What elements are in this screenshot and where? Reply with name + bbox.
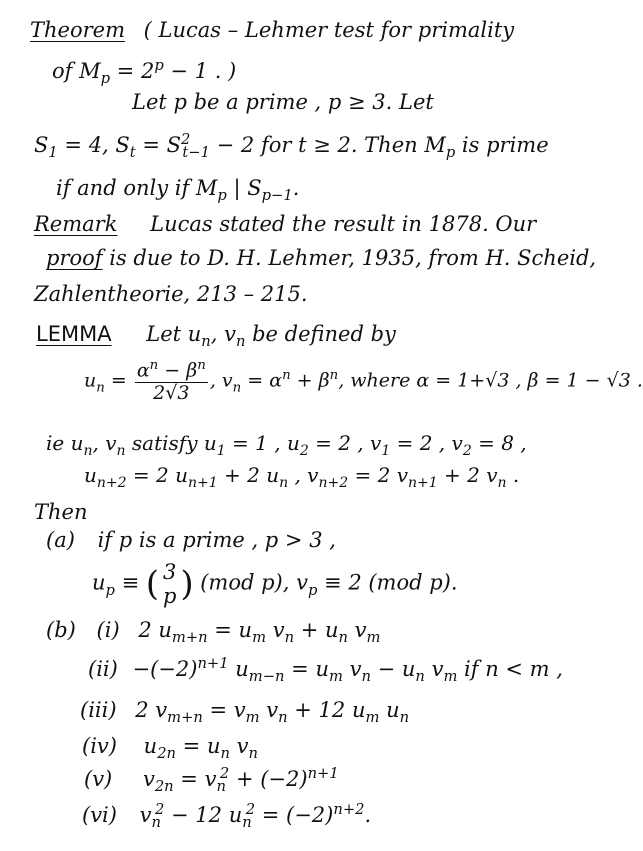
lemma-ie-line: ie $u_n$, $v_n$ satisfy $u_1 = 1$ , $u_2 = 2$ , $v_1 = 2$ , $v_2 = 8$ ,	[46, 431, 527, 459]
lemma-heading: LEMMA	[36, 322, 112, 346]
remark-line-1: Remark Lucas stated the result in 1878. Our	[34, 212, 537, 236]
lemma-definitions: $u_n$ = $\frac{\alpha^n - \beta^n}{2√3}$ , $v_n = \alpha^n + \beta^n$, where α = 1+√3 , β = 1 − √3 .	[84, 358, 643, 405]
lemma-part-b-i: (b) (i) 2 $u_{m+n} = u_m$ $v_n + u_n$ $v_m$	[46, 618, 381, 647]
theorem-line-3: if and only if $M_p$ | $S_{p-1}$.	[56, 176, 300, 205]
u-definition-fraction: $\frac{\alpha^n - \beta^n}{2√3}$	[136, 358, 206, 405]
legendre-symbol: 3 p	[163, 560, 177, 609]
lemma-part-b-v: (v) $v_{2n} = v_n^2 + (-2)^{n+1}$	[84, 765, 339, 796]
theorem-heading: Theorem	[30, 18, 125, 42]
theorem-title-line-2: of $M_p = 2^p - 1$ . )	[52, 57, 237, 88]
lemma-then: Then	[34, 500, 88, 524]
lemma-part-a: (a) if p is a prime , p > 3 ,	[46, 528, 336, 552]
lemma-recurrence: $u_{n+2} = 2$ $u_{n+1} + 2$ $u_n$ , $v_{n+2} = 2$ $v_{n+1} + 2$ $v_n$ .	[84, 463, 520, 491]
theorem-title-line	[30, 18, 514, 42]
lemma-part-b-iii: (iii) 2 $v_{m+n} = v_m$ $v_n + 12$ $u_m$ $u_n$	[80, 698, 410, 727]
lemma-part-b-ii: $(ii) -(-2)^{n+1}$ $u_{m-n} = u_m$ $v_n - u_n$ $v_m$ if n < m ,	[88, 655, 563, 686]
lemma-part-a-congruence: $u_p$ ≡ ( 3 p ) (mod p), $v_p \equiv 2$ (mod p).	[92, 560, 458, 609]
theorem-title: ( Lucas – Lehmer test for primality	[143, 18, 515, 42]
theorem-line-2: $S_1 = 4$, $S_t = S^2_{t-1} - 2$ for t ≥ 2. Then $M_p$ is prime	[34, 131, 549, 162]
remark-heading: Remark	[34, 212, 118, 236]
remark-line-3: Zahlentheorie, 213 – 215.	[34, 282, 308, 306]
lemma-part-b-vi: (vi) $v_n^2 - 12$ $u_n^2 = (-2)^{n+2}$.	[82, 801, 372, 832]
lemma-part-b-iv: (iv) $u_{2n} = u_n$ $v_n$	[82, 734, 258, 763]
lemma-line-1: LEMMA Let $u_n$, $v_n$ be defined by	[36, 322, 396, 351]
remark-line-2: proof is due to D. H. Lehmer, 1935, from H. Scheid,	[46, 246, 597, 270]
theorem-line-1: Let p be a prime , p ≥ 3. Let	[132, 90, 434, 114]
